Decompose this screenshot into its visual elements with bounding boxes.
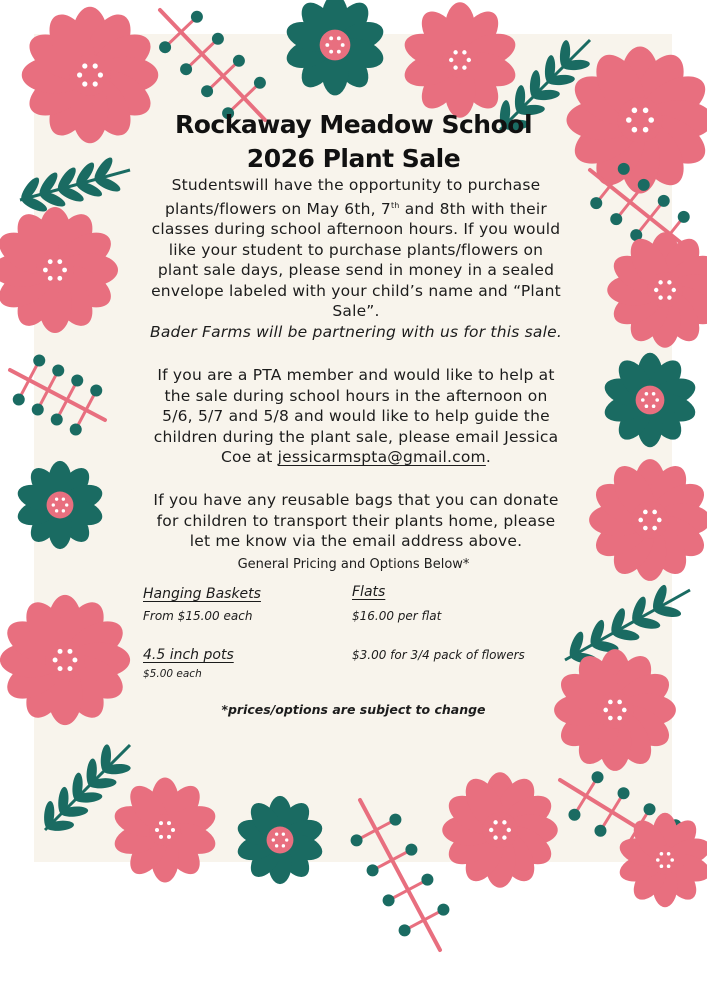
bags-line: If you have any reusable bags that you can donate bbox=[153, 491, 559, 509]
intro-line: like your student to purchase plants/flowers on bbox=[168, 240, 544, 259]
bags-line: let me know via the email address above. bbox=[189, 532, 523, 550]
pta-paragraph bbox=[128, 365, 584, 468]
pta-line: If you are a PTA member and would like to help at bbox=[157, 366, 555, 384]
pta-line: 5/6, 5/7 and 5/8 and would like to help guide the bbox=[162, 407, 550, 425]
bags-paragraph bbox=[128, 490, 584, 552]
pta-line: Coe at jessicarmspta@gmail.com. bbox=[220, 448, 491, 466]
hanging-baskets-label: Hanging Baskets bbox=[143, 586, 261, 602]
intro-line: plants/flowers on May 6th, 7th and 8th with their bbox=[164, 199, 547, 218]
pta-line: children during the plant sale, please email Jessica bbox=[153, 427, 559, 446]
intro-line: envelope labeled with your child’s name and “Plant bbox=[151, 281, 561, 300]
contact-email-link[interactable]: jessicarmspta@gmail.com bbox=[277, 448, 486, 466]
flats-price: $16.00 per flat bbox=[352, 609, 442, 623]
intro-line: Studentswill have the opportunity to purchase bbox=[171, 176, 541, 194]
school-name-title: Rockaway Meadow School bbox=[174, 110, 533, 139]
flats-label: Flats bbox=[352, 584, 386, 600]
pots-label: 4.5 inch pots bbox=[143, 647, 234, 663]
intro-line: classes during school afternoon hours. If you would bbox=[151, 220, 561, 239]
partner-note: Bader Farms will be partnering with us for this sale. bbox=[150, 322, 562, 341]
price-change-note: *prices/options are subject to change bbox=[221, 702, 486, 717]
pots-price: $5.00 each bbox=[143, 668, 202, 680]
intro-paragraph bbox=[128, 175, 584, 342]
pricing-heading: General Pricing and Options Below* bbox=[237, 557, 470, 572]
bags-line: for children to transport their plants home, please bbox=[156, 511, 556, 530]
pack-price: $3.00 for 3/4 pack of flowers bbox=[352, 648, 525, 662]
hanging-baskets-price: From $15.00 each bbox=[143, 609, 253, 623]
intro-line: plant sale days, please send in money in a sealed bbox=[157, 261, 555, 280]
intro-line: Sale”. bbox=[332, 302, 380, 321]
plant-sale-title: 2026 Plant Sale bbox=[246, 144, 461, 173]
pta-line: the sale during school hours in the afternoon on bbox=[164, 386, 548, 405]
